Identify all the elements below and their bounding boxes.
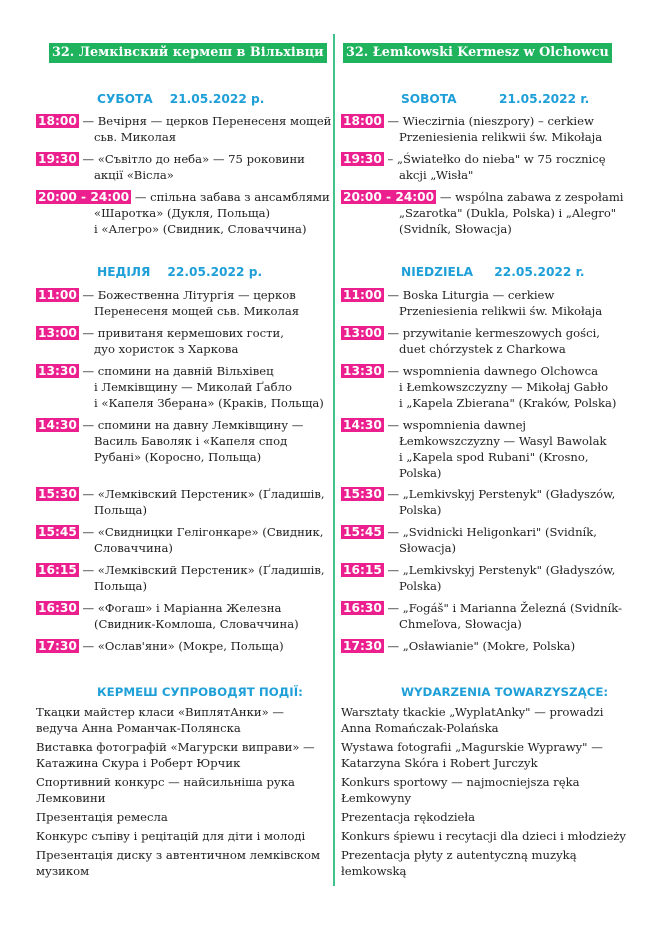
- event-time: 15:45: [38, 525, 77, 539]
- event-time: 16:30: [38, 601, 77, 615]
- activity-text: Prezentacja rękodzieła: [341, 810, 476, 824]
- activity-item: [36, 828, 330, 844]
- event-text: і Лемківщину — Миколай Ґабло: [94, 380, 292, 394]
- event-text: дуо хористок з Харкова: [94, 342, 239, 356]
- day-sunday-heading: NIEDZIELA 22.05.2022 r.: [401, 265, 585, 279]
- event-time: 17:30: [38, 639, 77, 653]
- activity-text: Презентація диску з автентичном лемківском: [36, 848, 321, 862]
- event-text: — «Лемківский Перстеник» (Ґладишів,: [82, 487, 325, 501]
- event-text: — «Ослав'яни» (Мокре, Польща): [82, 639, 284, 653]
- event-1545: [36, 524, 330, 556]
- activity-text: Конкурс съпіву і рецітацій для діти і молоді: [36, 829, 306, 843]
- activity-item: [36, 704, 330, 736]
- event-text: Словаччина): [94, 541, 173, 555]
- event-text: — Boska Liturgia — cerkiew: [387, 288, 555, 302]
- activities-heading: КЕРМЕШ СУПРОВОДЯТ ПОДІЇ:: [97, 685, 303, 699]
- event-time: 13:00: [343, 326, 382, 340]
- event-1545: [341, 524, 641, 556]
- activity-text: Prezentacja płyty z autentyczną muzyką: [341, 848, 577, 862]
- event-time: 15:30: [38, 487, 77, 501]
- event-text: — wspólna zabawa z zespołami: [439, 190, 624, 204]
- event-1430: [341, 417, 641, 481]
- event-1730: [36, 638, 330, 654]
- event-text: — Wieczirnia (nieszpory) – cerkiew: [387, 114, 594, 128]
- event-time: 17:30: [343, 639, 382, 653]
- activity-text: ведуча Анна Романчак-Полянска: [36, 721, 241, 735]
- activity-text: Konkurs śpiewu i recytacji dla dzieci i młodzieży: [341, 829, 626, 843]
- activity-text: Лемковини: [36, 791, 106, 805]
- event-1330: [36, 363, 330, 411]
- event-text: duet chórzystek z Charkowa: [399, 342, 566, 356]
- activity-item: [341, 809, 641, 825]
- event-1100: [36, 287, 330, 319]
- event-time: 18:00: [343, 114, 382, 128]
- event-1730: [341, 638, 641, 654]
- event-1300: [36, 325, 330, 357]
- title-ukrainian: 32. Лемківский кермеш в Вільхівци: [49, 43, 327, 63]
- event-time: 14:30: [38, 418, 77, 432]
- column-divider: [333, 34, 335, 886]
- event-1615: [36, 562, 330, 594]
- activity-text: Łemkowyny: [341, 791, 412, 805]
- event-text: Przeniesienia relikwii św. Mikołaja: [399, 130, 603, 144]
- activity-item: [341, 704, 641, 736]
- event-text: — Божественна Літургія — церков: [82, 288, 296, 302]
- event-text: „Szarotka" (Dukla, Polska) i „Alegro": [399, 206, 617, 220]
- event-1800: [36, 113, 330, 145]
- event-text: — спомини на давній Вільхівец: [82, 364, 274, 378]
- event-text: Рубані» (Коросно, Польща): [94, 450, 262, 464]
- event-text: Перенесеня мощей сьв. Миколая: [94, 304, 300, 318]
- event-text: — „Fogáš" i Marianna Železná (Svidník-: [387, 601, 623, 615]
- event-text: акції «Вісла»: [94, 168, 174, 182]
- event-text: — «Съвітло до неба» — 75 роковини: [82, 152, 305, 166]
- activity-text: Katarzyna Skóra i Robert Jurczyk: [341, 756, 538, 770]
- event-text: — «Свидницки Гелігонкаре» (Свидник,: [82, 525, 324, 539]
- event-text: (Svidník, Słowacja): [399, 222, 512, 236]
- day-saturday-heading: СУБОТА 21.05.2022 р.: [97, 92, 265, 106]
- activity-item: [36, 739, 330, 771]
- event-1800: [341, 113, 641, 145]
- day-saturday-heading: SOBOTA 21.05.2022 r.: [401, 92, 590, 106]
- event-text: і «Капеля Зберана» (Краків, Польща): [94, 396, 324, 410]
- event-text: — спільна забава з ансамблями: [134, 190, 330, 204]
- event-time: 20:00 - 24:00: [38, 190, 130, 204]
- activity-text: Konkurs sportowy — najmocniejsza ręka: [341, 775, 580, 789]
- event-1430: [36, 417, 330, 465]
- event-text: і «Алегро» (Свидник, Словаччина): [94, 222, 307, 236]
- event-1630: [341, 600, 641, 632]
- event-text: — привитаня кермешових гости,: [82, 326, 284, 340]
- event-text: — спомини на давну Лемківщину —: [82, 418, 304, 432]
- activity-text: Презентація ремесла: [36, 810, 168, 824]
- event-1300: [341, 325, 641, 357]
- activity-item: [36, 774, 330, 806]
- event-2000-2400: [36, 189, 330, 237]
- event-text: — Вечірня — церков Перенесеня мощей: [82, 114, 332, 128]
- event-text: Polska): [399, 466, 442, 480]
- event-text: — «Фогаш» і Маріанна Железна: [82, 601, 282, 615]
- activity-text: Anna Romańczak-Polańska: [341, 721, 499, 735]
- event-time: 11:00: [38, 288, 77, 302]
- activity-item: [36, 847, 330, 879]
- event-time: 15:30: [343, 487, 382, 501]
- event-text: Słowacja): [399, 541, 457, 555]
- event-1100: [341, 287, 641, 319]
- event-text: Łemkowszczyzny — Wasyl Bawolak: [399, 434, 607, 448]
- day-sunday-heading: НЕДІЛЯ 22.05.2022 р.: [97, 265, 263, 279]
- event-text: — wspomnienia dawnej: [387, 418, 527, 432]
- event-text: — przywitanie kermeszowych gości,: [387, 326, 600, 340]
- event-text: — „Lemkivskyj Perstenyk" (Gładyszów,: [387, 563, 616, 577]
- activities-heading: WYDARZENIA TOWARZYSZĄCE:: [401, 685, 609, 699]
- activity-text: Спортивний конкурс — найсильніша рука: [36, 775, 295, 789]
- event-text: — «Лемківский Перстеник» (Ґладишів,: [82, 563, 325, 577]
- event-time: 19:30: [343, 152, 382, 166]
- activity-text: Виставка фотографій «Магурски виправи» —: [36, 740, 315, 754]
- activity-text: łemkowską: [341, 864, 407, 878]
- event-time: 13:30: [343, 364, 382, 378]
- activity-item: [341, 828, 641, 844]
- event-1615: [341, 562, 641, 594]
- event-1530: [36, 486, 330, 518]
- activity-text: музиком: [36, 864, 90, 878]
- event-text: — „Osławianie" (Mokre, Polska): [387, 639, 576, 653]
- activity-item: [341, 847, 641, 879]
- event-1930: [341, 151, 641, 183]
- event-text: «Шаротка» (Дукля, Польща): [94, 206, 271, 220]
- event-1630: [36, 600, 330, 632]
- event-time: 15:45: [343, 525, 382, 539]
- event-text: Chmeľova, Słowacja): [399, 617, 522, 631]
- event-text: — „Lemkivskyj Perstenyk" (Gładyszów,: [387, 487, 616, 501]
- event-text: Przeniesienia relikwii św. Mikołaja: [399, 304, 603, 318]
- event-text: (Свидник-Комлоша, Словаччина): [94, 617, 299, 631]
- event-time: 11:00: [343, 288, 382, 302]
- event-text: сьв. Миколая: [94, 130, 177, 144]
- event-text: — wspomnienia dawnego Olchowca: [387, 364, 598, 378]
- event-time: 14:30: [343, 418, 382, 432]
- event-time: 13:30: [38, 364, 77, 378]
- event-text: i „Kapela Zbierana" (Kraków, Polska): [399, 396, 617, 410]
- title-polish: 32. Łemkowski Kermesz w Olchowcu: [343, 43, 612, 63]
- event-time: 16:15: [343, 563, 382, 577]
- event-time: 16:30: [343, 601, 382, 615]
- event-text: Василь Баволяк і «Капеля спод: [94, 434, 288, 448]
- event-text: i Łemkowszczyzny — Mikołaj Gabło: [399, 380, 609, 394]
- event-time: 16:15: [38, 563, 77, 577]
- event-text: – „Światełko do nieba" w 75 rocznicę: [387, 152, 606, 166]
- event-1530: [341, 486, 641, 518]
- activity-text: Wystawa fotografii „Magurskie Wyprawy" —: [341, 740, 603, 754]
- activity-item: [36, 809, 330, 825]
- event-time: 19:30: [38, 152, 77, 166]
- activity-text: Warsztaty tkackie „WyplatAnky" — prowadzi: [341, 705, 604, 719]
- event-1330: [341, 363, 641, 411]
- event-text: Polska): [399, 579, 442, 593]
- event-time: 18:00: [38, 114, 77, 128]
- event-text: akcji „Wisła": [399, 168, 474, 182]
- event-time: 13:00: [38, 326, 77, 340]
- event-text: Польща): [94, 503, 147, 517]
- event-2000-2400: [341, 189, 641, 237]
- activity-text: Ткацки майстер класи «ВиплятАнки» —: [36, 705, 284, 719]
- event-time: 20:00 - 24:00: [343, 190, 435, 204]
- event-text: — „Svidnicki Heligonkari" (Svidník,: [387, 525, 597, 539]
- event-text: i „Kapela spod Rubani" (Krosno,: [399, 450, 589, 464]
- activity-text: Катажина Скура і Роберт Юрчик: [36, 756, 241, 770]
- activity-item: [341, 774, 641, 806]
- event-text: Польща): [94, 579, 147, 593]
- event-1930: [36, 151, 330, 183]
- activity-item: [341, 739, 641, 771]
- event-text: Polska): [399, 503, 442, 517]
